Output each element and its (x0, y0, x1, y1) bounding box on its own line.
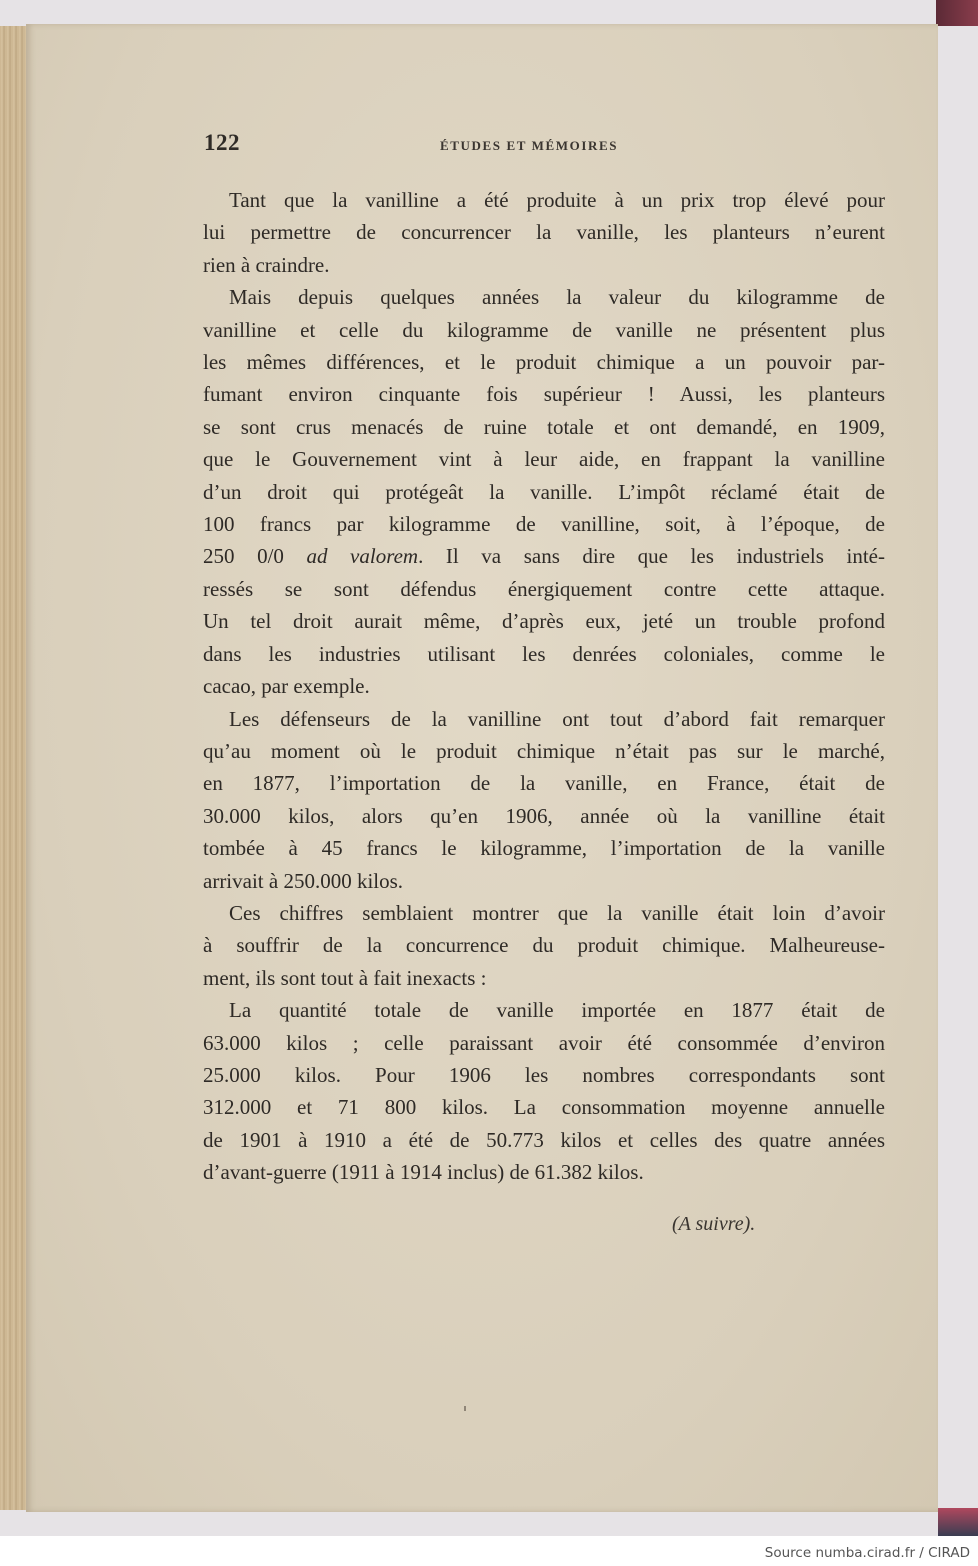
running-head (204, 130, 886, 160)
paragraph-5 (203, 994, 885, 1188)
text-line: 100 francs par kilogramme de vanilline, soit, à l’époque, de (203, 512, 885, 537)
text-line: Mais depuis quelques années la valeur du kilogramme de (229, 285, 885, 310)
text-line: à souffrir de la concurrence du produit chimique. Malheureuse- (203, 933, 885, 958)
text-line: 63.000 kilos ; celle paraissant avoir été consommée d’environ (203, 1030, 885, 1055)
text-fragment: . Il va sans dire que les industriels inté- (418, 544, 885, 569)
book-binding-top (936, 0, 978, 26)
text-line: d’avant-guerre (1911 à 1914 inclus) de 61.382 kilos. (203, 1160, 644, 1185)
text-line: 25.000 kilos. Pour 1906 les nombres correspondants sont (203, 1062, 885, 1087)
print-speck (464, 1406, 466, 1411)
text-line: qu’au moment où le produit chimique n’était pas sur le marché, (203, 738, 885, 763)
text-line: Les défenseurs de la vanilline ont tout d’abord fait remarquer (229, 706, 885, 731)
text-line: 312.000 et 71 800 kilos. La consommation moyenne annuelle (203, 1095, 885, 1120)
text-line: ressés se sont défendus énergiquement contre cette attaque. (203, 576, 885, 601)
continuation-note: (A suivre). (672, 1213, 756, 1235)
paragraph-4 (203, 897, 885, 994)
text-line: arrivait à 250.000 kilos. (203, 868, 404, 893)
text-line: d’un droit qui protégeât la vanille. L’impôt réclamé était de (203, 479, 885, 504)
text-line: rien à craindre. (203, 252, 330, 277)
text-line-mixed (203, 540, 885, 572)
text-line: que le Gouvernement vint à leur aide, en frappant la vanilline (203, 447, 885, 472)
text-line: les mêmes différences, et le produit chimique a un pouvoir par- (203, 350, 885, 375)
text-line: se sont crus menacés de ruine totale et ont demandé, en 1909, (203, 414, 885, 439)
text-line: fumant environ cinquante fois supérieur ! Aussi, les planteurs (203, 382, 885, 407)
text-line: ment, ils sont tout à fait inexacts : (203, 965, 487, 990)
text-line: en 1877, l’importation de la vanille, en France, était de (203, 771, 885, 796)
italic-phrase: ad valorem (306, 544, 419, 569)
text-line: tombée à 45 francs le kilogramme, l’importation de la vanille (203, 836, 885, 861)
body-text (203, 184, 885, 1189)
text-line: de 1901 à 1910 a été de 50.773 kilos et celles des quatre années (203, 1127, 885, 1152)
page-number: 122 (204, 130, 240, 155)
text-line: lui permettre de concurrencer la vanille, les planteurs n’eurent (203, 220, 885, 245)
book-binding-bottom (938, 1508, 978, 1536)
text-line: 30.000 kilos, alors qu’en 1906, année où la vanilline était (203, 803, 885, 828)
text-fragment: 250 0/0 (203, 544, 284, 569)
text-line: Tant que la vanilline a été produite à un prix trop élevé pour (229, 188, 885, 212)
paragraph-2 (203, 281, 885, 702)
source-caption: Source numba.cirad.fr / CIRAD (764, 1545, 970, 1561)
text-line: Ces chiffres semblaient montrer que la vanille était loin d’avoir (229, 900, 885, 925)
running-title: ÉTUDES ET MÉMOIRES (440, 138, 619, 153)
paragraph-1 (203, 184, 885, 281)
text-line: Un tel droit aurait même, d’après eux, jeté un trouble profond (203, 609, 885, 634)
text-line: vanilline et celle du kilogramme de vanille ne présentent plus (203, 317, 885, 342)
text-line: dans les industries utilisant les denrées coloniales, comme le (203, 641, 885, 666)
text-line: cacao, par exemple. (203, 674, 370, 699)
paragraph-3 (203, 703, 885, 897)
text-line: La quantité totale de vanille importée en 1877 était de (229, 998, 885, 1023)
